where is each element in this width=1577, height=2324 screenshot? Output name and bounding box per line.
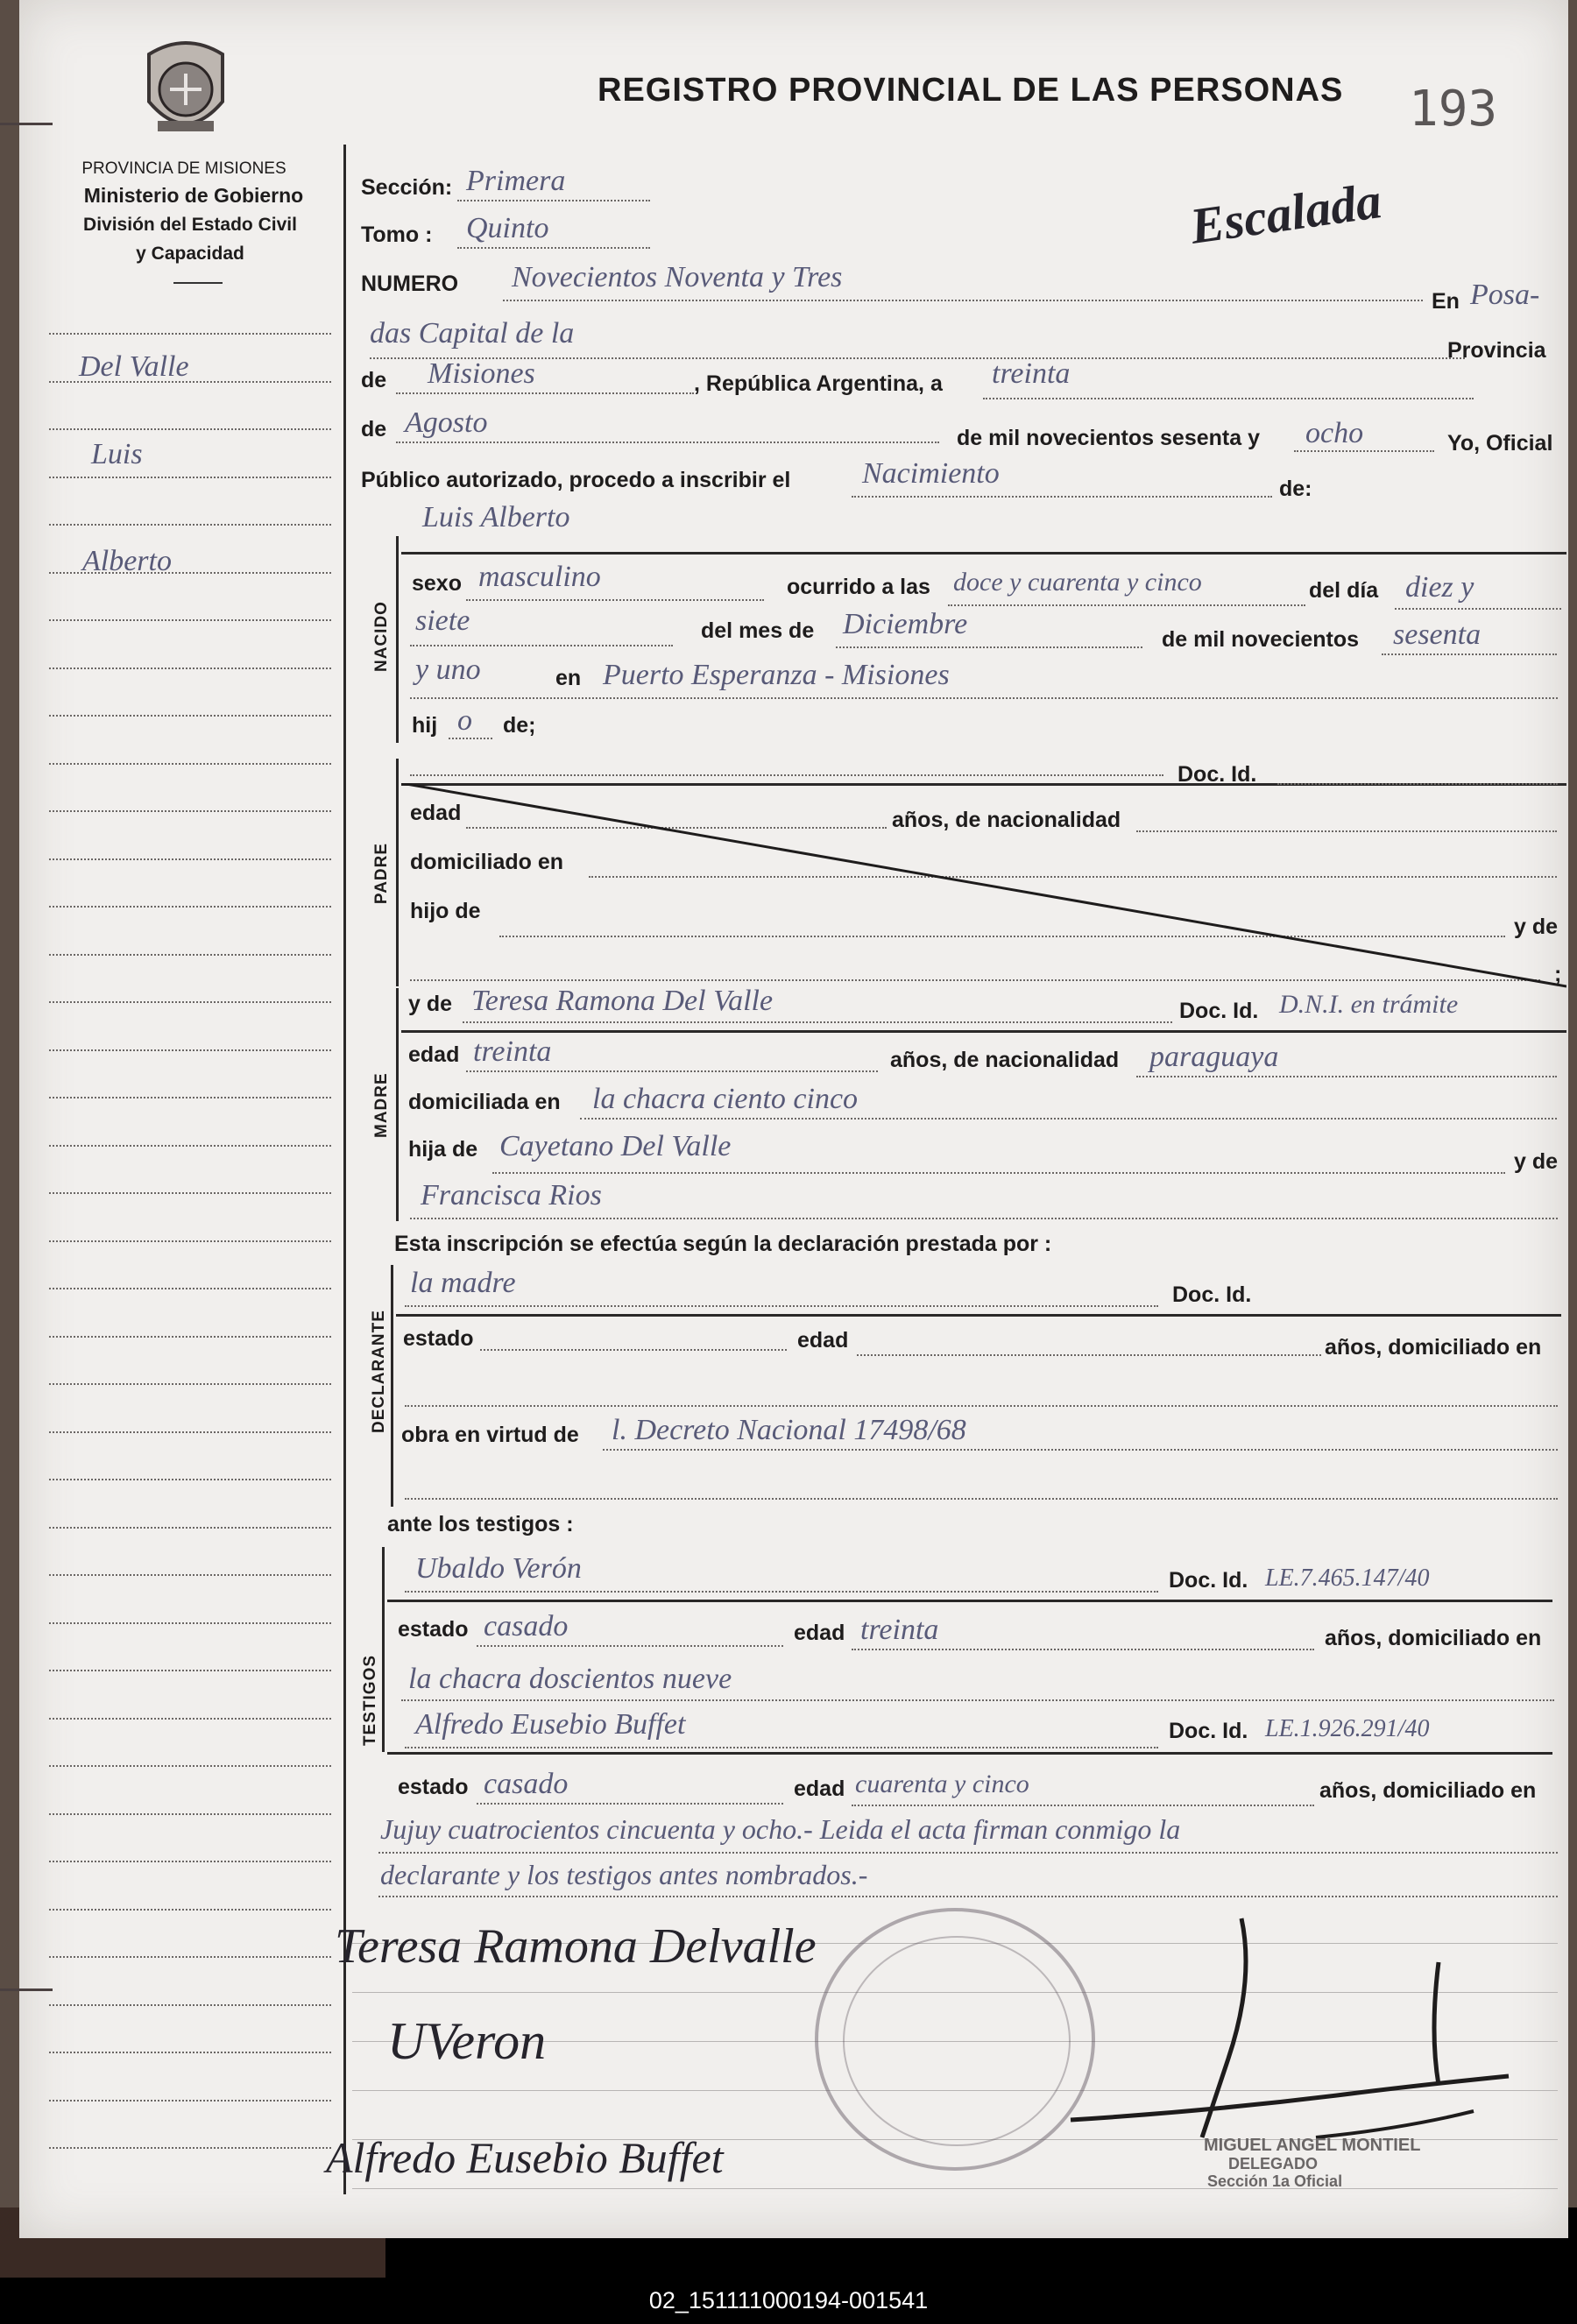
madre-edad: treinta <box>473 1035 552 1068</box>
t2-estado: casado <box>484 1768 569 1800</box>
oficial-label: Yo, Oficial <box>1447 431 1553 456</box>
seccion-label: Sección: <box>361 175 453 200</box>
t1-domicilio-label: años, domiciliado en <box>1325 1626 1542 1650</box>
margin-rule <box>49 1431 331 1433</box>
margin-rule <box>49 1670 331 1671</box>
closing-line-2-rule <box>378 1896 1558 1897</box>
binding-mark <box>0 1988 53 1991</box>
padre-nacionalidad-label: años, de nacionalidad <box>892 808 1121 832</box>
signature-rule <box>352 2188 1558 2189</box>
t2-edad: cuarenta y cinco <box>855 1769 1029 1798</box>
padre-edad-label: edad <box>410 801 462 825</box>
closing-line-1-rule <box>378 1852 1558 1854</box>
top-signature: Escalada <box>1186 172 1385 255</box>
margin-rule <box>49 1622 331 1624</box>
margin-rule <box>49 1765 331 1767</box>
margin-rule <box>49 1813 331 1815</box>
sexo-line <box>466 599 764 601</box>
testigos-mid-line <box>387 1752 1552 1755</box>
closing-line-2: declarante y los testigos antes nombrados.- <box>380 1859 868 1890</box>
lugar-line <box>410 697 1558 699</box>
declarante-estado-label: estado <box>403 1326 474 1351</box>
padre-domicilio-label: domiciliado en <box>410 850 564 874</box>
tomo-line <box>457 247 650 249</box>
hij-de-label: de; <box>503 713 536 738</box>
declarante-top-line <box>396 1314 1561 1317</box>
t1-estado: casado <box>484 1610 569 1642</box>
anio-value: ocho <box>1305 417 1364 449</box>
t1-domicilio: la chacra doscientos nueve <box>408 1663 732 1695</box>
testigos-intro: ante los testigos : <box>387 1512 574 1536</box>
margin-rule <box>49 524 331 526</box>
declarante-obra-label: obra en virtud de <box>401 1423 579 1447</box>
nacido-nombre: Luis Alberto <box>422 501 570 533</box>
acto-value: Nacimiento <box>862 457 1000 490</box>
org-line-4: y Capacidad <box>136 244 244 264</box>
t2-estado-line <box>477 1803 783 1805</box>
seccion-line <box>457 200 650 201</box>
t1-nombre: Ubaldo Verón <box>415 1552 582 1585</box>
margin-rule <box>49 428 331 430</box>
sexo-label: sexo <box>412 571 462 596</box>
madre-section-label: MADRE <box>372 1072 391 1138</box>
image-id-bar: 02_151111000194-001541 <box>0 2278 1577 2324</box>
stamp-line-3: Sección 1a Oficial <box>1207 2172 1343 2190</box>
margin-rule <box>49 477 331 478</box>
margin-rule <box>49 1909 331 1911</box>
publico-label: Público autorizado, procedo a inscribir el <box>361 468 791 492</box>
madre-y-de-label: y de <box>408 992 453 1016</box>
t2-doc-label: Doc. Id. <box>1169 1719 1248 1743</box>
margin-rule <box>49 1001 331 1003</box>
margin-rule <box>49 858 331 860</box>
page-number: 193 <box>1409 81 1498 138</box>
declarante-doc-label: Doc. Id. <box>1172 1282 1252 1307</box>
signature-testigo-1: UVeron <box>387 2012 547 2070</box>
anio-value: sesenta <box>1393 618 1482 651</box>
margin-name-2: Alberto <box>82 545 172 577</box>
binding-mark <box>0 123 53 125</box>
testigos-border <box>382 1547 385 1752</box>
margin-rule <box>49 333 331 335</box>
anio-label: de mil novecientos sesenta y <box>957 426 1260 450</box>
madre-edad-label: edad <box>408 1042 460 1067</box>
margin-rule <box>49 2147 331 2149</box>
madre-nacionalidad-label: años, de nacionalidad <box>890 1048 1120 1072</box>
numero-line <box>503 300 1423 301</box>
hij-line <box>449 738 492 739</box>
t2-edad-line <box>852 1805 1314 1806</box>
ocurrido-label: ocurrido a las <box>787 575 930 599</box>
signature-declarante: Teresa Ramona Delvalle <box>335 1919 817 1974</box>
t2-edad-label: edad <box>794 1777 845 1801</box>
t1-domicilio-line <box>401 1699 1554 1701</box>
padre-y-de-label: y de <box>1514 915 1559 939</box>
margin-rule <box>49 763 331 765</box>
margin-rule <box>49 2100 331 2101</box>
certificate-page <box>19 0 1568 2238</box>
margin-rule <box>49 1288 331 1289</box>
nacido-top-line <box>401 552 1566 555</box>
declarante-edad-label: edad <box>797 1328 849 1353</box>
madre-doc-label: Doc. Id. <box>1179 999 1259 1023</box>
numero-value: Novecientos Noventa y Tres <box>512 261 843 293</box>
madre-padre: Cayetano Del Valle <box>499 1130 732 1162</box>
declarante-edad-line <box>857 1354 1321 1356</box>
mes-line <box>836 646 1142 648</box>
madre-y-de-label-2: y de <box>1514 1149 1559 1174</box>
margin-rule <box>49 1336 331 1338</box>
madre-hija-label: hija de <box>408 1137 478 1162</box>
margin-rule <box>49 906 331 908</box>
madre-nombre-line <box>463 1021 1172 1023</box>
madre-top-line <box>401 1030 1566 1033</box>
mes-label: del mes de <box>701 618 815 643</box>
main-border-line <box>343 145 346 2194</box>
madre-domicilio-line <box>580 1118 1557 1120</box>
padre-cross-out-line <box>401 783 1566 993</box>
margin-rule <box>49 1861 331 1862</box>
padre-border <box>396 759 399 986</box>
org-line-3: División del Estado Civil <box>83 215 297 235</box>
en-value-cont: das Capital de la <box>370 317 575 350</box>
hora-line <box>948 604 1305 606</box>
signature-official <box>1053 1910 1544 2172</box>
nacido-border <box>396 536 399 743</box>
provincia-label: Provincia <box>1447 338 1546 363</box>
t1-nombre-line <box>405 1591 1158 1593</box>
nacido-section-label: NACIDO <box>372 601 391 672</box>
margin-rule <box>49 1527 331 1529</box>
declarante-intro: Esta inscripción se efectúa según la declaración prestada por : <box>394 1232 1052 1256</box>
margin-rule <box>49 1718 331 1720</box>
anio-label: de mil novecientos <box>1162 627 1360 652</box>
org-line-1: PROVINCIA DE MISIONES <box>81 159 286 178</box>
signature-testigo-2: Alfredo Eusebio Buffet <box>326 2133 724 2182</box>
numero-label: NUMERO <box>361 272 459 296</box>
mes-value: Diciembre <box>843 608 968 640</box>
closing-line-1: Jujuy cuatrocientos cincuenta y ocho.- Leida el acta firman conmigo la <box>380 1813 1181 1845</box>
dia-line <box>983 398 1474 399</box>
dia-line <box>1395 608 1561 610</box>
madre-madre: Francisca Rios <box>421 1179 602 1211</box>
dia-value: treinta <box>992 357 1071 390</box>
madre-edad-line <box>466 1070 878 1072</box>
del-dia-label: del día <box>1309 578 1379 603</box>
acto-line <box>852 496 1272 498</box>
tomo-value: Quinto <box>466 212 549 244</box>
document-title: REGISTRO PROVINCIAL DE LAS PERSONAS <box>598 72 1344 109</box>
t1-edad-label: edad <box>794 1621 845 1645</box>
testigos-top-line <box>387 1600 1552 1602</box>
t2-nombre-line <box>405 1747 1158 1748</box>
padre-name-line <box>410 774 1163 776</box>
madre-doc: D.N.I. en trámite <box>1279 990 1459 1019</box>
t1-doc-label: Doc. Id. <box>1169 1568 1248 1593</box>
margin-rule <box>49 1145 331 1147</box>
padre-end-mark: ; <box>1554 962 1562 986</box>
hij-label: hij <box>412 713 438 738</box>
margin-rule <box>49 1479 331 1480</box>
hij-suffix: o <box>457 704 472 737</box>
declarante-estado-line <box>480 1349 787 1351</box>
declarante-domicilio-line <box>405 1405 1558 1407</box>
t2-estado-label: estado <box>398 1775 469 1799</box>
t1-estado-label: estado <box>398 1617 469 1642</box>
republica-label: , República Argentina, a <box>694 371 943 396</box>
declarante-extra-line <box>405 1498 1558 1500</box>
margin-rule <box>49 810 331 812</box>
declarante-nombre-line <box>405 1305 1158 1307</box>
hora-value: doce y cuarenta y cinco <box>953 568 1202 597</box>
madre-padre-line <box>492 1172 1505 1174</box>
coat-of-arms-icon <box>140 37 231 142</box>
margin-rule <box>49 2004 331 2006</box>
padre-section-label: PADRE <box>372 842 391 905</box>
madre-nombre: Teresa Ramona Del Valle <box>471 985 774 1017</box>
t1-estado-line <box>477 1645 783 1647</box>
t1-edad: treinta <box>860 1614 939 1646</box>
t2-nombre: Alfredo Eusebio Buffet <box>415 1708 686 1741</box>
en-value: Posa- <box>1470 279 1540 311</box>
madre-nacionalidad-line <box>1136 1076 1557 1077</box>
provincia-value: Misiones <box>428 357 535 390</box>
margin-rule <box>49 1049 331 1051</box>
dia-value-cont: siete <box>415 604 470 637</box>
margin-rule <box>49 619 331 621</box>
madre-nacionalidad: paraguaya <box>1149 1041 1279 1073</box>
padre-hijo-label: hijo de <box>410 899 481 923</box>
madre-domicilio-label: domiciliada en <box>408 1090 561 1114</box>
stamp-line-2: DELEGADO <box>1228 2155 1319 2172</box>
lugar-label: en <box>555 666 582 690</box>
margin-rule <box>49 1192 331 1194</box>
provincia-line <box>396 392 694 394</box>
en-label: En <box>1432 289 1460 314</box>
declarante-section-label: DECLARANTE <box>370 1310 388 1433</box>
sexo-value: masculino <box>478 561 601 593</box>
de-label: de <box>361 368 387 392</box>
lugar-value: Puerto Esperanza - Misiones <box>603 659 950 691</box>
de-label-2: de <box>361 417 387 441</box>
anio-line <box>1382 653 1557 655</box>
org-line-2: Ministerio de Gobierno <box>83 184 304 207</box>
declarante-nombre: la madre <box>410 1267 516 1299</box>
seccion-value: Primera <box>466 165 566 197</box>
stamp-line-1: MIGUEL ANGEL MONTIEL <box>1204 2136 1421 2155</box>
mes-value: Agosto <box>405 406 488 439</box>
padre-doc-label: Doc. Id. <box>1177 762 1257 787</box>
margin-rule <box>49 1383 331 1385</box>
madre-madre-line <box>410 1218 1558 1219</box>
anio-value-cont: y uno <box>415 653 481 686</box>
testigos-section-label: TESTIGOS <box>361 1654 379 1747</box>
t2-domicilio-label: años, domiciliado en <box>1319 1778 1537 1803</box>
margin-rule <box>49 1956 331 1958</box>
tomo-label: Tomo : <box>361 223 433 247</box>
declarante-border <box>391 1265 393 1507</box>
madre-domicilio: la chacra ciento cinco <box>592 1083 859 1115</box>
margin-rule <box>49 1240 331 1242</box>
dia-value: diez y <box>1405 571 1474 604</box>
madre-border <box>396 988 399 1221</box>
margin-rule <box>49 668 331 669</box>
t1-doc: LE.7.465.147/40 <box>1265 1565 1430 1592</box>
margin-rule <box>49 1097 331 1098</box>
anio-line <box>1294 450 1434 452</box>
mes-line <box>396 441 939 443</box>
margin-rule <box>49 954 331 956</box>
org-underline <box>173 282 223 284</box>
margin-rule <box>49 2052 331 2053</box>
de-colon-label: de: <box>1279 477 1312 501</box>
declarante-obra: l. Decreto Nacional 17498/68 <box>612 1414 966 1446</box>
margin-rule <box>49 1574 331 1576</box>
margin-name-1: Luis <box>91 438 143 470</box>
margin-rule <box>49 715 331 717</box>
t1-edad-line <box>852 1649 1314 1650</box>
margin-surname: Del Valle <box>79 350 189 383</box>
t2-doc: LE.1.926.291/40 <box>1265 1715 1430 1742</box>
declarante-domicilio-label: años, domiciliado en <box>1325 1335 1542 1360</box>
declarante-obra-line <box>603 1449 1558 1451</box>
dia-cont-line <box>410 645 673 646</box>
